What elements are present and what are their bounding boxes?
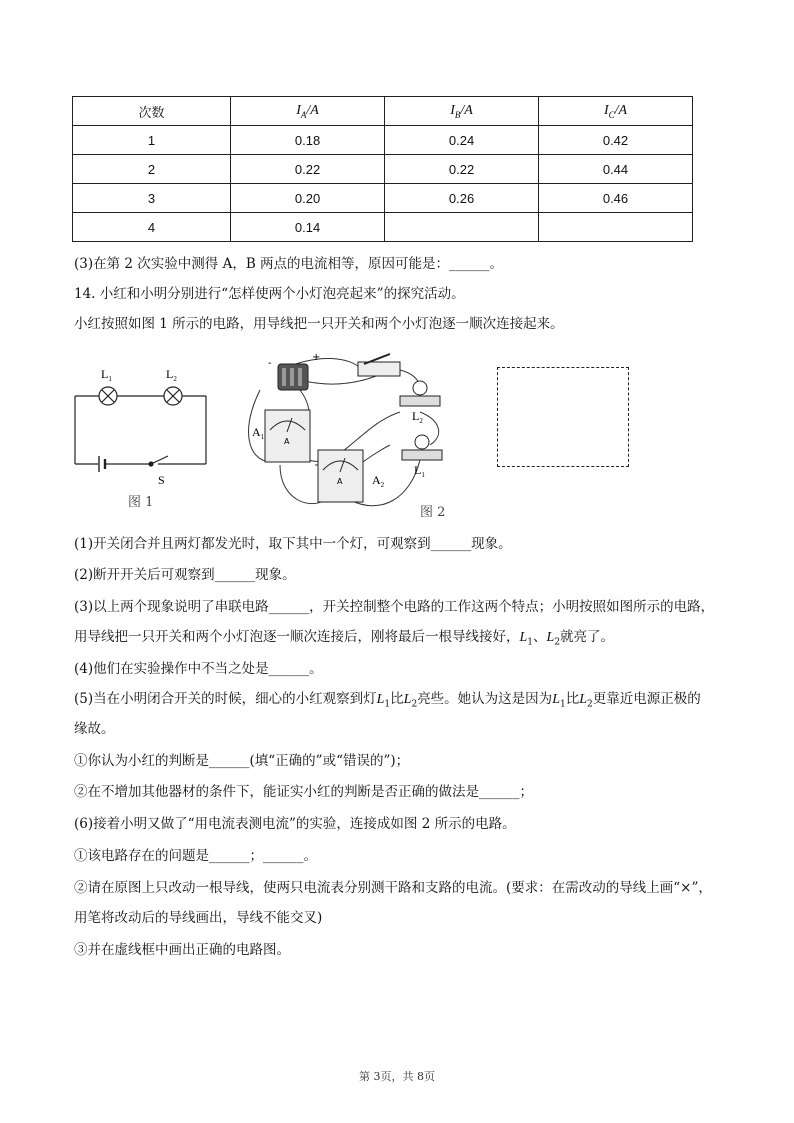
figure-1-caption: 图 1: [128, 495, 154, 510]
battery-icon: [99, 456, 105, 472]
table-cell: 0.24: [385, 126, 539, 155]
figure-2-label-l1: $L_1$: [414, 463, 425, 479]
table-cell: 1: [73, 126, 231, 155]
question-13-3: (3)在第 2 次实验中测得 A，B 两点的电流相等，原因可能是：______。: [74, 256, 504, 272]
switch-icon: [358, 354, 400, 376]
figure-2-label-l2: $L_2$: [412, 409, 423, 425]
question-14-6: (6)接着小明又做了“用电流表测电流”的实验，连接成如图 2 所示的电路。: [74, 816, 516, 832]
page-footer: 第 3页，共 8页: [359, 1070, 435, 1083]
svg-text:-: -: [268, 358, 272, 369]
question-14-6-2a: ②请在原图上只改动一根导线，使两只电流表分别测干路和支路的电流。(要求：在需改动的导线上画“×”，: [74, 880, 712, 896]
table-row: [73, 126, 693, 155]
question-14-4: (4)他们在实验操作中不当之处是______。: [74, 661, 323, 677]
table-row: [73, 184, 693, 213]
figure-2-label-a2: $A_2$: [372, 473, 385, 489]
table-cell: 0.14: [231, 213, 385, 242]
ammeter-a1-icon: [265, 410, 310, 462]
table-cell: [539, 213, 693, 242]
svg-text:A: A: [284, 437, 290, 446]
table-header-ic: $I_C/A$: [539, 97, 693, 126]
table-cell: 2: [73, 155, 231, 184]
bulb-l2-icon: [400, 381, 440, 406]
question-14-6-3: ③并在虚线框中画出正确的电路图。: [74, 942, 290, 958]
figure-1-series-circuit: [70, 360, 220, 510]
question-14-1: (1)开关闭合并且两灯都发光时，取下其中一个灯，可观察到______现象。: [74, 536, 512, 552]
question-14-2: (2)断开开关后可观察到______现象。: [74, 567, 296, 583]
table-cell: 3: [73, 184, 231, 213]
table-row: [73, 213, 693, 242]
question-14-6-1: ①该电路存在的问题是______；______。: [74, 848, 317, 864]
table-header-row: [73, 97, 693, 126]
question-14-5-2: ②在不增加其他器材的条件下，能证实小红的判断是否正确的做法是______；: [74, 784, 533, 800]
table-cell: 0.26: [385, 184, 539, 213]
svg-text:A: A: [337, 477, 343, 486]
svg-text:+: +: [312, 352, 321, 363]
figure-2-caption: 图 2: [420, 505, 446, 520]
question-14-3a: (3)以上两个现象说明了串联电路______，开关控制整个电路的工作这两个特点；小明按照如图所示的电路，: [74, 599, 715, 615]
figure-2-label-a1: $A_1$: [252, 425, 265, 441]
figure-1-label-l1: $L_1$: [101, 367, 112, 383]
table-cell: 0.20: [231, 184, 385, 213]
question-14-5b: 缘故。: [74, 721, 115, 737]
table-cell: 0.44: [539, 155, 693, 184]
table-cell: 0.22: [385, 155, 539, 184]
question-14-title: 14. 小红和小明分别进行“怎样使两个小灯泡亮起来”的探究活动。: [74, 286, 465, 302]
question-14-5-1: ①你认为小红的判断是______(填“正确的”或“错误的”)；: [74, 753, 410, 769]
table-header-ia: $I_A/A$: [231, 97, 385, 126]
table-cell: 0.46: [539, 184, 693, 213]
question-14-intro: 小红按照如图 1 所示的电路，用导线把一只开关和两个小灯泡逐一顺次连接起来。: [74, 316, 564, 332]
answer-dashed-box[interactable]: [497, 367, 629, 467]
lamp-l2-icon: [164, 387, 182, 405]
battery-box-icon: [268, 352, 320, 390]
figure-2-ammeter-circuit: [240, 350, 485, 522]
table-row: [73, 155, 693, 184]
ammeter-a2-icon: [318, 450, 363, 502]
table-cell: [385, 213, 539, 242]
table-cell: 0.22: [231, 155, 385, 184]
table-cell: 4: [73, 213, 231, 242]
table-header-ib: $I_B/A$: [385, 97, 539, 126]
question-14-5a: (5)当在小明闭合开关的时候，细心的小红观察到灯$L_1$比$L_2$亮些。她认为这是因为$L_1$比$L_2$更靠近电源正极的: [74, 691, 701, 710]
question-14-3b: 用导线把一只开关和两个小灯泡逐一顺次连接后，刚将最后一根导线接好，$L_1$、$L_2$就亮了。: [74, 629, 615, 648]
current-data-table: [72, 96, 693, 242]
figure-1-label-l2: $L_2$: [166, 367, 177, 383]
table-cell: 0.18: [231, 126, 385, 155]
lamp-l1-icon: [99, 387, 117, 405]
figure-1-label-s: S: [158, 473, 165, 487]
question-14-6-2b: 用笔将改动后的导线画出，导线不能交叉): [74, 910, 323, 926]
table-header-count: 次数: [73, 97, 231, 126]
table-cell: 0.42: [539, 126, 693, 155]
